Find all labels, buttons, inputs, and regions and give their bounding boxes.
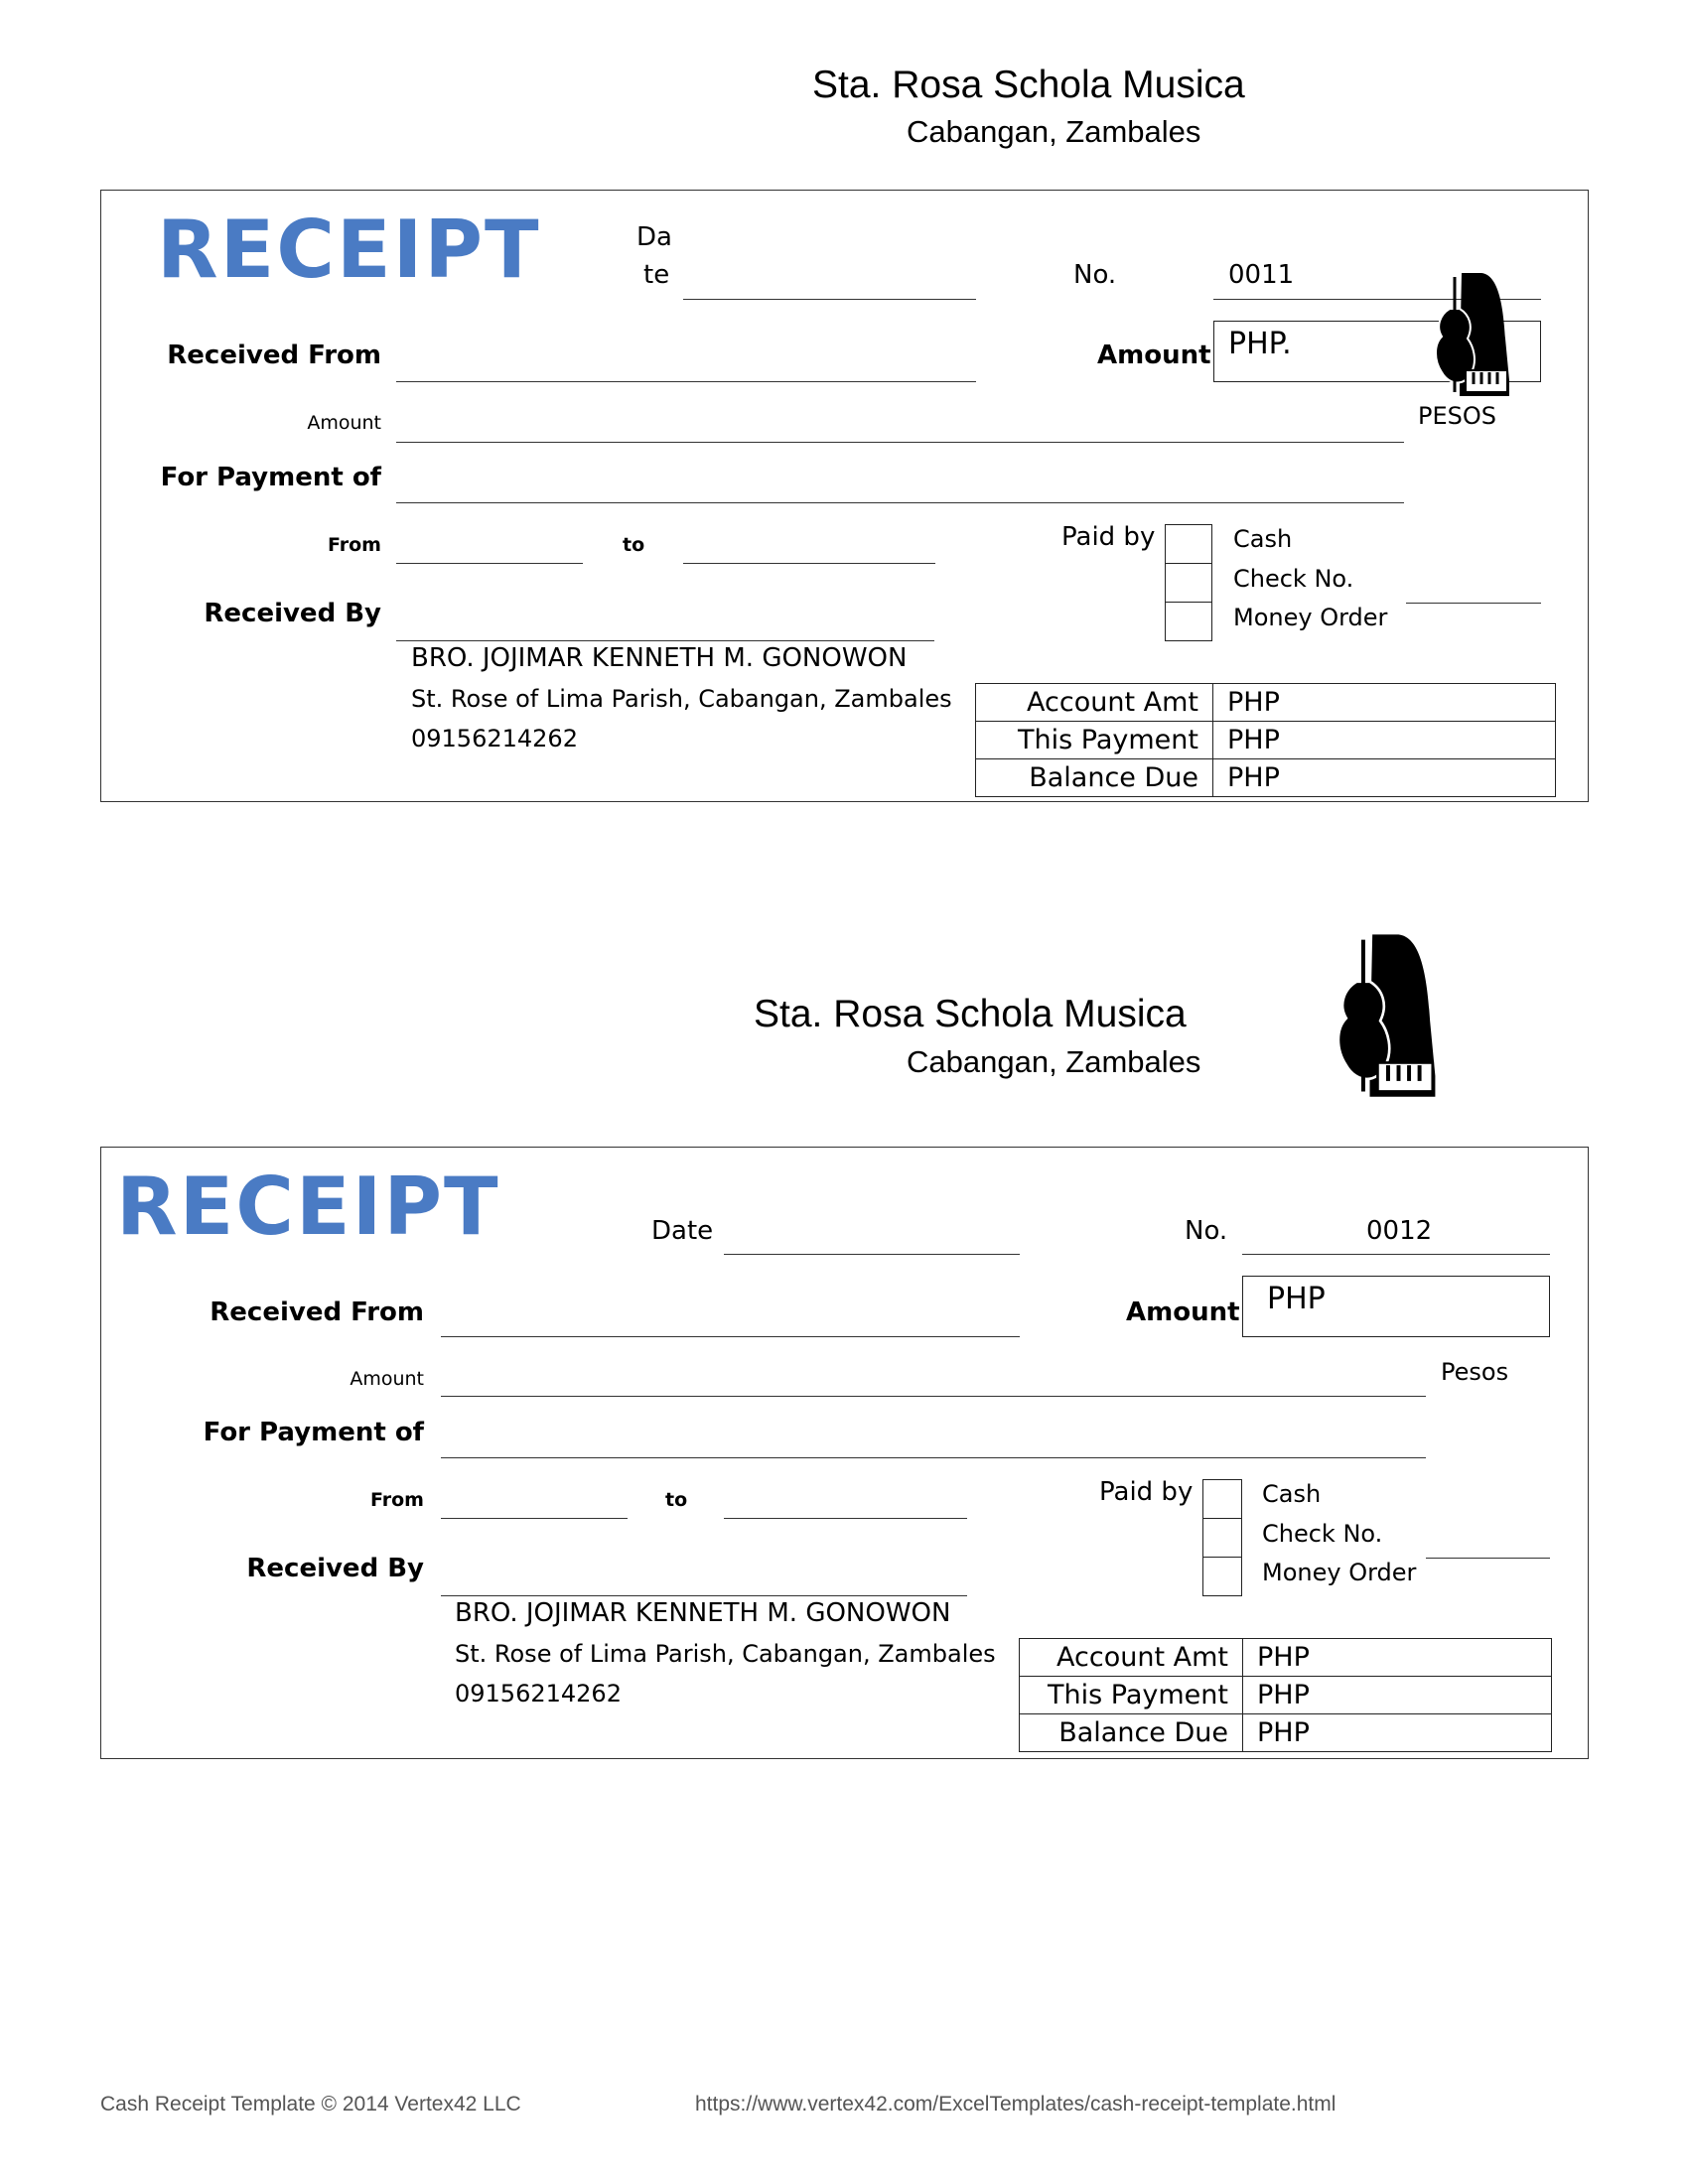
money-order-checkbox[interactable] [1202, 1557, 1242, 1596]
amount-label: Amount [1097, 341, 1211, 370]
pay-option-cash: Cash [1233, 525, 1293, 553]
receiver-name: BRO. JOJIMAR KENNETH M. GONOWON [411, 643, 908, 673]
receiver-phone: 09156214262 [411, 725, 578, 752]
to-field[interactable] [724, 1518, 967, 1519]
check-checkbox[interactable] [1202, 1518, 1242, 1558]
pay-option-money-order: Money Order [1233, 604, 1388, 631]
summary-row [976, 722, 1556, 759]
date-label: Da [636, 222, 672, 252]
violin-piano-logo-icon [1430, 269, 1514, 403]
pay-option-check: Check No. [1233, 565, 1354, 593]
to-label: to [665, 1489, 688, 1511]
summary-value[interactable]: PHP [1213, 759, 1556, 797]
received-from-label: Received From [167, 341, 381, 370]
from-field[interactable] [441, 1518, 628, 1519]
summary-row [1020, 1639, 1552, 1677]
to-field[interactable] [683, 563, 935, 564]
summary-label: This Payment [1020, 1677, 1243, 1714]
summary-label: Balance Due [1020, 1714, 1243, 1752]
summary-value[interactable]: PHP [1243, 1677, 1552, 1714]
footer-url-link[interactable]: https://www.vertex42.com/ExcelTemplates/cash-receipt-template.html [695, 2093, 1336, 2116]
org-location: Cabangan, Zambales [907, 114, 1201, 149]
date-label: te [643, 260, 670, 290]
no-label: No. [1073, 260, 1117, 290]
summary-value[interactable]: PHP [1213, 684, 1556, 722]
receiver-address: St. Rose of Lima Parish, Cabangan, Zambales [455, 1640, 996, 1668]
summary-table [1019, 1638, 1552, 1752]
paid-by-label: Paid by [1099, 1477, 1194, 1507]
cash-checkbox[interactable] [1165, 524, 1212, 564]
amount-box[interactable] [1242, 1276, 1550, 1337]
amount-value: PHP. [1228, 327, 1292, 361]
receiver-address: St. Rose of Lima Parish, Cabangan, Zambales [411, 685, 952, 713]
cash-checkbox[interactable] [1202, 1479, 1242, 1519]
violin-piano-logo-icon [1331, 929, 1442, 1106]
receipt-title: RECEIPT [116, 1160, 500, 1253]
from-label: From [370, 1489, 424, 1511]
summary-label: This Payment [976, 722, 1213, 759]
org-location: Cabangan, Zambales [907, 1044, 1201, 1079]
for-payment-field[interactable] [396, 502, 1404, 503]
received-from-field[interactable] [441, 1336, 1020, 1337]
received-by-label: Received By [204, 599, 381, 628]
summary-label: Balance Due [976, 759, 1213, 797]
date-field[interactable] [724, 1254, 1020, 1255]
amount-label: Amount [1126, 1297, 1240, 1327]
date-label: Date [651, 1216, 714, 1246]
summary-label: Account Amt [976, 684, 1213, 722]
received-by-field[interactable] [396, 640, 934, 641]
from-field[interactable] [396, 563, 583, 564]
summary-row [1020, 1677, 1552, 1714]
summary-row [1020, 1714, 1552, 1752]
receiver-phone: 09156214262 [455, 1680, 622, 1707]
received-from-label: Received From [210, 1297, 424, 1327]
amount-words-field[interactable] [441, 1396, 1426, 1397]
received-by-field[interactable] [441, 1595, 967, 1596]
from-label: From [328, 534, 381, 556]
money-order-checkbox[interactable] [1165, 602, 1212, 641]
summary-value[interactable]: PHP [1243, 1714, 1552, 1752]
summary-row [976, 684, 1556, 722]
org-name: Sta. Rosa Schola Musica [754, 993, 1187, 1035]
received-by-label: Received By [246, 1554, 424, 1583]
paid-by-label: Paid by [1061, 522, 1156, 552]
summary-table [975, 683, 1556, 797]
receipt-title: RECEIPT [157, 204, 541, 296]
pay-option-money-order: Money Order [1262, 1559, 1417, 1586]
date-field[interactable] [683, 299, 976, 300]
receipt-number: 0011 [1228, 260, 1295, 290]
summary-row [976, 759, 1556, 797]
number-field-line [1242, 1254, 1550, 1255]
received-from-field[interactable] [396, 381, 976, 382]
for-payment-label: For Payment of [203, 1418, 424, 1447]
currency-word: PESOS [1418, 402, 1496, 430]
summary-label: Account Amt [1020, 1639, 1243, 1677]
check-number-field[interactable] [1426, 1558, 1550, 1559]
org-name: Sta. Rosa Schola Musica [812, 64, 1245, 106]
amount-words-label: Amount [350, 1368, 424, 1390]
amount-value: PHP [1267, 1282, 1326, 1316]
for-payment-label: For Payment of [160, 463, 381, 492]
for-payment-field[interactable] [441, 1457, 1426, 1458]
check-checkbox[interactable] [1165, 563, 1212, 603]
pay-option-cash: Cash [1262, 1480, 1322, 1508]
amount-words-field[interactable] [396, 442, 1404, 443]
receiver-name: BRO. JOJIMAR KENNETH M. GONOWON [455, 1598, 951, 1628]
receipt-number: 0012 [1366, 1216, 1433, 1246]
check-number-field[interactable] [1406, 603, 1541, 604]
pay-option-check: Check No. [1262, 1520, 1383, 1548]
to-label: to [623, 534, 645, 556]
amount-words-label: Amount [307, 412, 381, 434]
no-label: No. [1185, 1216, 1228, 1246]
currency-word: Pesos [1441, 1358, 1509, 1386]
summary-value[interactable]: PHP [1243, 1639, 1552, 1677]
summary-value[interactable]: PHP [1213, 722, 1556, 759]
footer-copyright: Cash Receipt Template © 2014 Vertex42 LLC [100, 2093, 521, 2116]
